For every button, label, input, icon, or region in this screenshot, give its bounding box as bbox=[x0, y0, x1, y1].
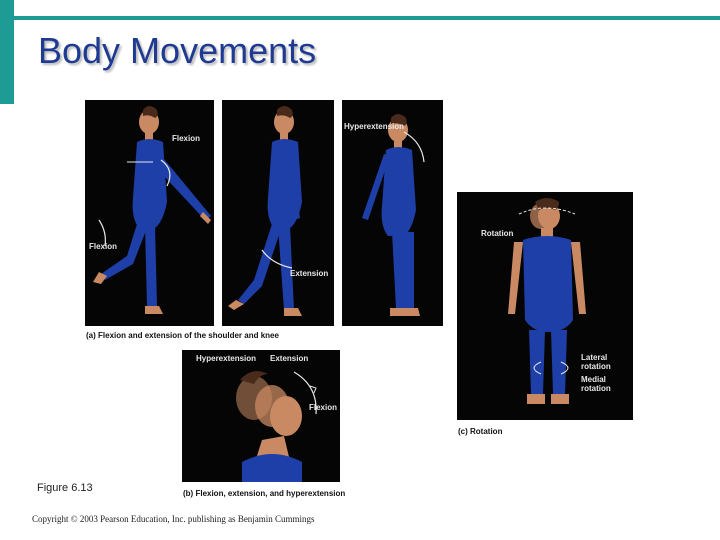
caption-panel-a-text: Flexion and extension of the shoulder and knee bbox=[98, 331, 279, 340]
figure-hyperextension-illustration bbox=[342, 100, 443, 326]
caption-panel-b-text: Flexion, extension, and hyperextension bbox=[195, 489, 346, 498]
photo-shoulder-hyperextension bbox=[342, 100, 443, 326]
label-flexion-head: Flexion bbox=[309, 403, 338, 412]
copyright-notice: Copyright © 2003 Pearson Education, Inc. publishing as Benjamin Cummings bbox=[32, 514, 315, 524]
label-rotation: Rotation bbox=[481, 229, 514, 238]
figure-extension-illustration bbox=[222, 100, 334, 326]
accent-top-rule bbox=[12, 16, 720, 20]
label-hyperextension-shoulder: Hyperextension bbox=[344, 122, 405, 131]
label-lateral-rotation: Lateral rotation bbox=[581, 353, 611, 371]
label-extension: Extension bbox=[290, 269, 329, 278]
caption-panel-b bbox=[183, 489, 345, 498]
caption-panel-c bbox=[458, 427, 502, 436]
figure-number: Figure 6.13 bbox=[37, 482, 93, 494]
caption-panel-c-text: Rotation bbox=[470, 427, 503, 436]
label-flexion-knee: Flexion bbox=[89, 242, 118, 251]
figure-head-movements-illustration bbox=[182, 350, 340, 482]
caption-panel-a bbox=[86, 331, 279, 340]
caption-panel-c-letter: (c) bbox=[458, 427, 468, 436]
photo-shoulder-knee-extension bbox=[222, 100, 334, 326]
label-hyperextension-head: Hyperextension bbox=[196, 354, 257, 363]
label-medial-rotation: Medial rotation bbox=[581, 375, 611, 393]
caption-panel-a-letter: (a) bbox=[86, 331, 96, 340]
caption-panel-b-letter: (b) bbox=[183, 489, 194, 498]
photo-head-movements bbox=[182, 350, 340, 482]
label-extension-head: Extension bbox=[270, 354, 309, 363]
label-flexion-shoulder: Flexion bbox=[172, 134, 201, 143]
slide-title: Body Movements bbox=[38, 30, 317, 71]
